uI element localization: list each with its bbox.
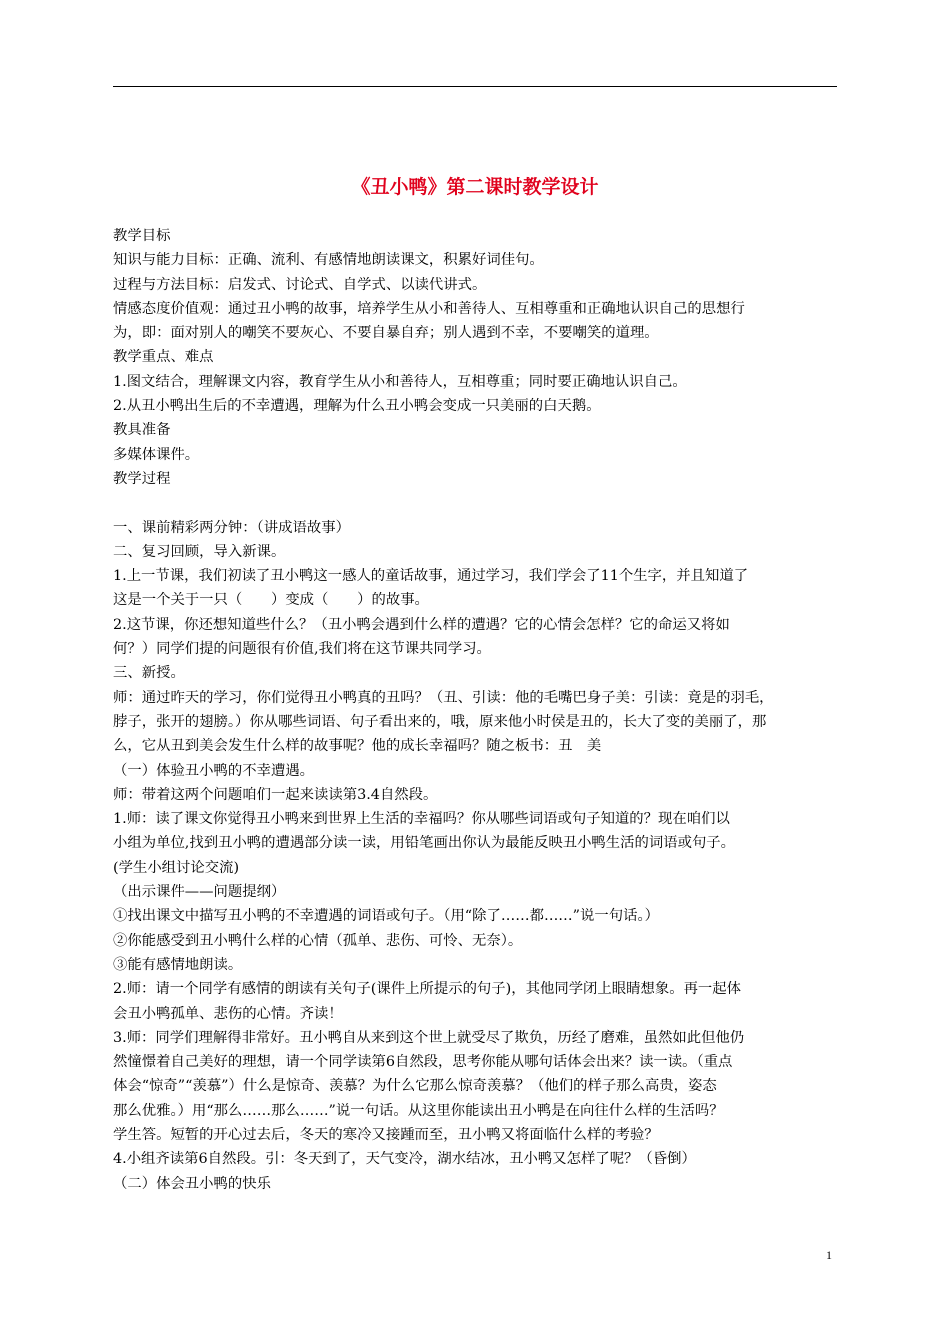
text-line: 知识与能力目标：正确、流利、有感情地朗读课文，积累好词佳句。 xyxy=(113,252,544,269)
text-line: 二、复习回顾，导入新课。 xyxy=(113,543,286,560)
text-line: 么，它从丑到美会发生什么样的故事呢？他的成长幸福吗？随之板书：丑 美 xyxy=(113,738,602,755)
text-line: 然憧憬着自己美好的理想，请一个同学读第6自然段，思考你能从哪句话体会出来？读一读。（重点 xyxy=(113,1054,733,1071)
text-line: 教学目标 xyxy=(113,228,171,244)
text-line: 3.师：同学们理解得非常好。丑小鸭自从来到这个世上就受尽了欺负，历经了磨难，虽然如此但他仍 xyxy=(113,1029,745,1046)
text-line: 师：通过昨天的学习，你们觉得丑小鸭真的丑吗？（丑、引读：他的毛嘴巴身子美：引读：竟是的羽毛， xyxy=(113,689,774,706)
lesson-process xyxy=(113,516,843,1196)
document-title: 《丑小鸭》第二课时教学设计 xyxy=(351,176,599,198)
text-line: 情感态度价值观：通过丑小鸭的故事，培养学生从小和善待人、互相尊重和正确地认识自己的思想行 xyxy=(113,300,745,317)
text-line: 这是一个关于一只（ ）变成（ ）的故事。 xyxy=(113,592,429,609)
text-line: 何？）同学们提的问题很有价值,我们将在这节课共同学习。 xyxy=(113,641,491,658)
text-line: 三、新授。 xyxy=(113,665,185,682)
text-line: （出示课件——问题提纲） xyxy=(113,884,286,901)
text-line: 一、课前精彩两分钟：（讲成语故事） xyxy=(113,519,350,536)
text-line: 多媒体课件。 xyxy=(113,446,200,463)
header-rule xyxy=(113,86,837,87)
text-line: 学生答。短暂的开心过去后，冬天的寒冷又接踵而至，丑小鸭又将面临什么样的考验？ xyxy=(113,1126,659,1143)
text-line: （一）体验丑小鸭的不幸遭遇。 xyxy=(113,762,315,779)
text-line: 2.这节课，你还想知道些什么？（丑小鸭会遇到什么样的遭遇？它的心情会怎样？它的命运又将如 xyxy=(113,616,730,633)
text-line: 小组为单位,找到丑小鸭的遭遇部分读一读，用铅笔画出你认为最能反映丑小鸭生活的词语或句子。 xyxy=(113,835,736,852)
text-line: 会丑小鸭孤单、悲伤的心情。齐读！ xyxy=(113,1005,343,1022)
paragraph-gap xyxy=(113,491,843,515)
text-line: 1.图文结合，理解课文内容，教育学生从小和善待人，互相尊重；同时要正确地认识自己。 xyxy=(113,373,687,390)
text-line: 为，即：面对别人的嘲笑不要灰心、不要自暴自弃；别人遇到不幸，不要嘲笑的道理。 xyxy=(113,325,659,342)
text-line: ③能有感情地朗读。 xyxy=(113,956,243,973)
text-line: ②你能感受到丑小鸭什么样的心情（孤单、悲伤、可怜、无奈）。 xyxy=(113,932,523,949)
text-line: ①找出课文中描写丑小鸭的不幸遭遇的词语或句子。（用“除了……都……”说一句话。） xyxy=(113,908,659,925)
text-line: 1.师：读了课文你觉得丑小鸭来到世界上生活的幸福吗？你从哪些词语或句子知道的？现在咱们以 xyxy=(113,811,730,828)
document-body xyxy=(113,224,843,1196)
text-line: 过程与方法目标：启发式、讨论式、自学式、以读代讲式。 xyxy=(113,276,487,293)
text-line: 2.师：请一个同学有感情的朗读有关句子(课件上所提示的句子)，其他同学闭上眼睛想象。再一起体 xyxy=(113,981,742,998)
text-line: 脖子，张开的翅膀。）你从哪些词语、句子看出来的，哦，原来他小时侯是丑的，长大了变的美丽了，那 xyxy=(113,713,767,730)
text-line: （二）体会丑小鸭的快乐 xyxy=(113,1175,271,1192)
text-line: 教具准备 xyxy=(113,422,171,439)
text-line: 2.从丑小鸭出生后的不幸遭遇，理解为什么丑小鸭会变成一只美丽的白天鹅。 xyxy=(113,398,601,415)
text-line: 教学重点、难点 xyxy=(113,349,214,366)
text-line: 教学过程 xyxy=(113,470,171,487)
lesson-overview xyxy=(113,224,843,491)
text-line: 体会“惊奇”“羡慕”）什么是惊奇、羡慕？为什么它那么惊奇羡慕？（他们的样子那么高贵，姿态 xyxy=(113,1078,717,1095)
text-line: (学生小组讨论交流) xyxy=(113,859,240,876)
text-line: 师：带着这两个问题咱们一起来读读第3.4自然段。 xyxy=(113,786,438,803)
text-line: 1.上一节课，我们初读了丑小鸭这一感人的童话故事，通过学习，我们学会了11个生字，并且知道了 xyxy=(113,568,749,585)
page-number: 1 xyxy=(826,1248,832,1262)
text-line: 那么优雅。）用“那么……那么……”说一句话。从这里你能读出丑小鸭是在向往什么样的生活吗？ xyxy=(113,1102,724,1119)
text-line: 4.小组齐读第6自然段。引：冬天到了，天气变冷，湖水结冰，丑小鸭又怎样了呢？（昏倒） xyxy=(113,1151,696,1168)
